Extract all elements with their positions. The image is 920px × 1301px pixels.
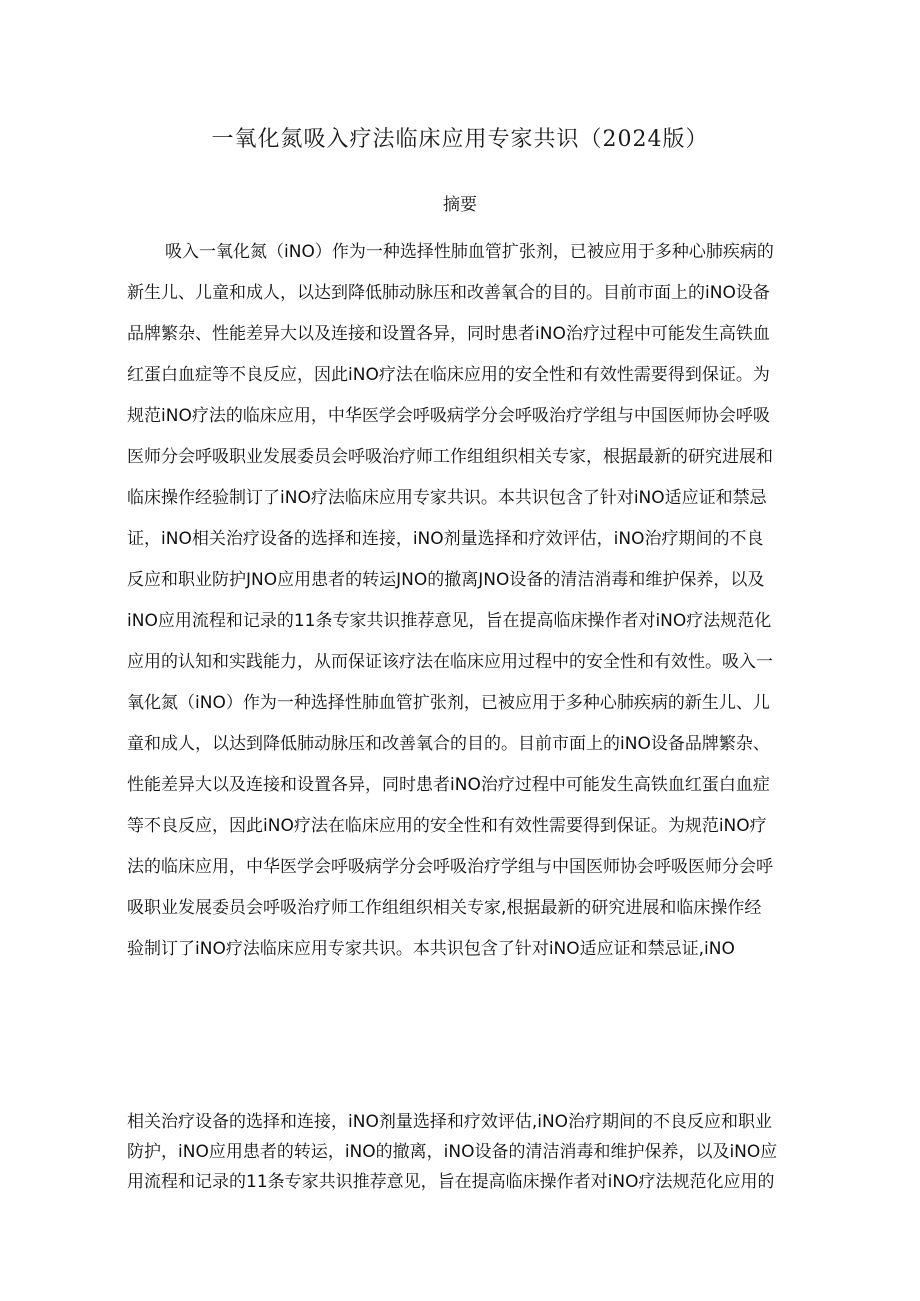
- document-title: 一氧化氮吸入疗法临床应用专家共识（2024版）: [211, 127, 709, 152]
- text-line: 法的临床应用，中华医学会呼吸病学分会呼吸治疗学组与中国医师协会呼吸医师分会呼: [127, 857, 773, 877]
- text-line: 防护，iNO应用患者的转运，iNO的撤离，iNO设备的清洁消毒和维护保养，以及iNO应: [127, 1142, 778, 1162]
- abstract-paragraph: [127, 232, 807, 970]
- text-line: 证，iNO相关治疗设备的选择和连接，iNO剂量选择和疗效评估，iNO治疗期间的不良: [127, 529, 764, 549]
- text-line: 新生儿、儿童和成人，以达到降低肺动脉压和改善氧合的目的。目前市面上的iNO设备: [127, 283, 770, 303]
- text-line: 规范iNO疗法的临床应用，中华医学会呼吸病学分会呼吸治疗学组与中国医师协会呼吸: [127, 406, 770, 426]
- text-line: 医师分会呼吸职业发展委员会呼吸治疗师工作组组织相关专家，根据最新的研究进展和: [127, 447, 773, 467]
- text-line: 红蛋白血症等不良反应，因此iNO疗法在临床应用的安全性和有效性需要得到保证。为: [127, 365, 770, 385]
- text-line: 相关治疗设备的选择和连接，iNO剂量选择和疗效评估,iNO治疗期间的不良反应和职业: [127, 1112, 773, 1132]
- text-line: 品牌繁杂、性能差异大以及连接和设置各异，同时患者iNO治疗过程中可能发生高铁血: [127, 324, 770, 344]
- text-line: 童和成人，以达到降低肺动脉压和改善氧合的目的。目前市面上的iNO设备品牌繁杂、: [127, 734, 770, 754]
- text-line: 氧化氮（iNO）作为一种选择性肺血管扩张剂，已被应用于多种心肺疾病的新生儿、儿: [127, 693, 770, 713]
- text-line: iNO应用流程和记录的11条专家共识推荐意见，旨在提高临床操作者对iNO疗法规范化: [127, 611, 772, 631]
- text-line: 等不良反应，因此iNO疗法在临床应用的安全性和有效性需要得到保证。为规范iNO疗: [127, 816, 767, 836]
- text-line: 反应和职业防护JNO应用患者的转运JNO的撤离JNO设备的清洁消毒和维护保养，以及: [127, 570, 765, 590]
- section-heading: 摘要: [443, 195, 477, 215]
- text-line: 用流程和记录的11条专家共识推荐意见，旨在提高临床操作者对iNO疗法规范化应用的: [127, 1172, 775, 1192]
- text-line: 吸职业发展委员会呼吸治疗师工作组组织相关专家,根据最新的研究进展和临床操作经: [127, 898, 762, 918]
- text-line: 验制订了iNO疗法临床应用专家共识。本共识包含了针对iNO适应证和禁忌证,iNO: [127, 939, 735, 959]
- text-line: 应用的认知和实践能力，从而保证该疗法在临床应用过程中的安全性和有效性。吸入一: [127, 652, 773, 672]
- text-line: 临床操作经验制订了iNO疗法临床应用专家共识。本共识包含了针对iNO适应证和禁忌: [127, 488, 767, 508]
- text-line: 吸入一氧化氮（iNO）作为一种选择性肺血管扩张剂，已被应用于多种心肺疾病的: [165, 242, 774, 262]
- text-line: 性能差异大以及连接和设置各异，同时患者iNO治疗过程中可能发生高铁血红蛋白血症: [127, 775, 770, 795]
- continuation-paragraph: [127, 1107, 837, 1197]
